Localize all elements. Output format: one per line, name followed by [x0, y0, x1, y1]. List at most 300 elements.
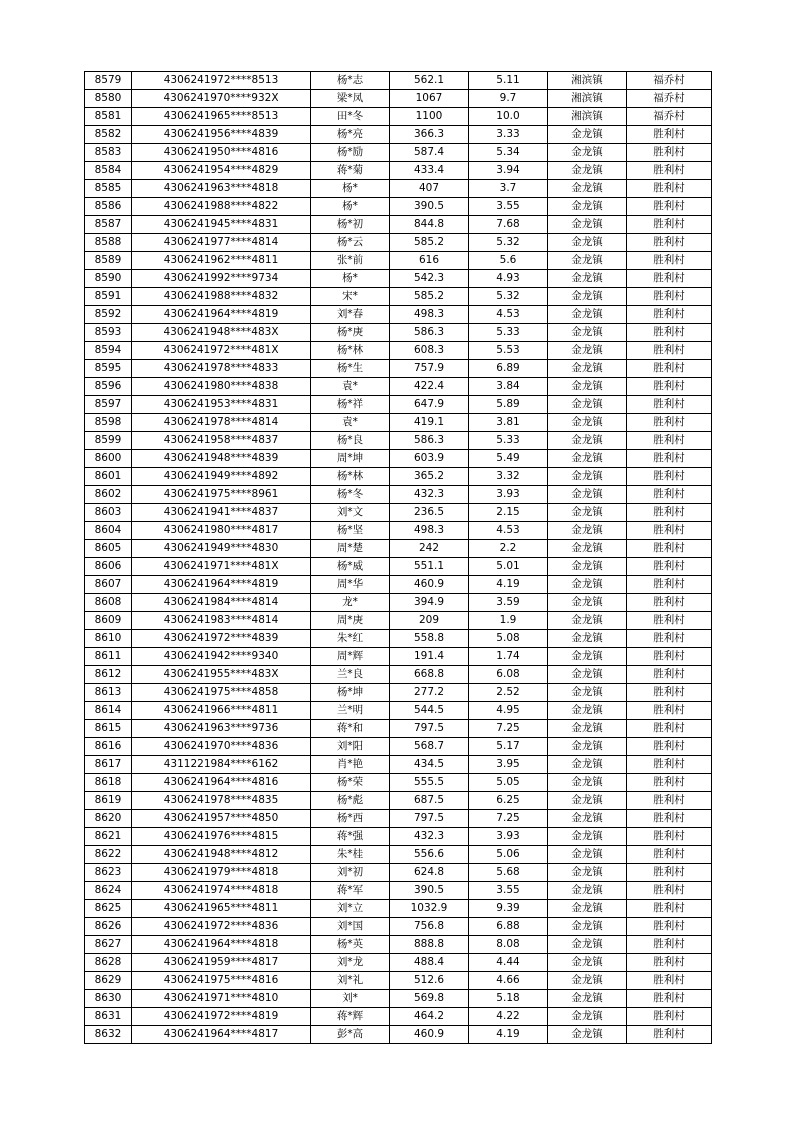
cell-row-number: 8580: [85, 90, 132, 108]
cell-town: 金龙镇: [548, 324, 627, 342]
cell-area: 2.52: [469, 684, 548, 702]
cell-village: 胜利村: [627, 306, 712, 324]
cell-area: 3.95: [469, 756, 548, 774]
cell-amount: 585.2: [390, 234, 469, 252]
cell-name: 杨*初: [311, 216, 390, 234]
cell-town: 金龙镇: [548, 360, 627, 378]
cell-amount: 797.5: [390, 720, 469, 738]
cell-amount: 236.5: [390, 504, 469, 522]
cell-area: 3.55: [469, 882, 548, 900]
cell-row-number: 8632: [85, 1026, 132, 1044]
cell-amount: 1100: [390, 108, 469, 126]
cell-town: 金龙镇: [548, 954, 627, 972]
cell-id-number: 4306241971****4810: [132, 990, 311, 1008]
table-row: [85, 882, 712, 900]
cell-town: 金龙镇: [548, 756, 627, 774]
cell-amount: 844.8: [390, 216, 469, 234]
cell-town: 金龙镇: [548, 432, 627, 450]
cell-amount: 558.8: [390, 630, 469, 648]
cell-name: 杨*庚: [311, 324, 390, 342]
cell-village: 胜利村: [627, 756, 712, 774]
cell-amount: 209: [390, 612, 469, 630]
cell-row-number: 8581: [85, 108, 132, 126]
cell-area: 6.08: [469, 666, 548, 684]
table-row: [85, 108, 712, 126]
cell-name: 刘*立: [311, 900, 390, 918]
cell-row-number: 8589: [85, 252, 132, 270]
table-row: [85, 702, 712, 720]
cell-row-number: 8584: [85, 162, 132, 180]
cell-village: 胜利村: [627, 1008, 712, 1026]
cell-amount: 433.4: [390, 162, 469, 180]
cell-id-number: 4306241983****4814: [132, 612, 311, 630]
cell-village: 福乔村: [627, 72, 712, 90]
cell-town: 金龙镇: [548, 234, 627, 252]
table-row: [85, 738, 712, 756]
cell-area: 3.32: [469, 468, 548, 486]
cell-town: 湘滨镇: [548, 72, 627, 90]
cell-village: 胜利村: [627, 666, 712, 684]
table-row: [85, 162, 712, 180]
cell-town: 金龙镇: [548, 774, 627, 792]
cell-area: 4.53: [469, 522, 548, 540]
cell-area: 4.19: [469, 576, 548, 594]
cell-id-number: 4306241977****4814: [132, 234, 311, 252]
cell-amount: 616: [390, 252, 469, 270]
cell-row-number: 8616: [85, 738, 132, 756]
cell-name: 杨*良: [311, 432, 390, 450]
cell-row-number: 8583: [85, 144, 132, 162]
cell-id-number: 4306241980****4817: [132, 522, 311, 540]
cell-row-number: 8586: [85, 198, 132, 216]
cell-area: 5.11: [469, 72, 548, 90]
cell-amount: 668.8: [390, 666, 469, 684]
cell-id-number: 4306241942****9340: [132, 648, 311, 666]
cell-name: 杨*亮: [311, 126, 390, 144]
cell-name: 杨*西: [311, 810, 390, 828]
cell-id-number: 4306241948****483X: [132, 324, 311, 342]
table-row: [85, 540, 712, 558]
cell-area: 3.84: [469, 378, 548, 396]
cell-area: 5.89: [469, 396, 548, 414]
table-row: [85, 972, 712, 990]
cell-name: 杨*威: [311, 558, 390, 576]
cell-id-number: 4306241954****4829: [132, 162, 311, 180]
cell-row-number: 8600: [85, 450, 132, 468]
cell-row-number: 8603: [85, 504, 132, 522]
cell-id-number: 4306241965****4811: [132, 900, 311, 918]
cell-row-number: 8597: [85, 396, 132, 414]
cell-town: 金龙镇: [548, 1008, 627, 1026]
cell-amount: 569.8: [390, 990, 469, 1008]
cell-area: 10.0: [469, 108, 548, 126]
cell-amount: 366.3: [390, 126, 469, 144]
cell-name: 杨*林: [311, 468, 390, 486]
cell-town: 湘滨镇: [548, 90, 627, 108]
cell-amount: 542.3: [390, 270, 469, 288]
cell-row-number: 8611: [85, 648, 132, 666]
cell-area: 1.74: [469, 648, 548, 666]
cell-name: 杨*彪: [311, 792, 390, 810]
cell-name: 杨*英: [311, 936, 390, 954]
cell-amount: 608.3: [390, 342, 469, 360]
cell-village: 胜利村: [627, 360, 712, 378]
cell-town: 金龙镇: [548, 486, 627, 504]
cell-row-number: 8592: [85, 306, 132, 324]
cell-id-number: 4306241972****481X: [132, 342, 311, 360]
cell-id-number: 4306241964****4818: [132, 936, 311, 954]
cell-name: 杨*: [311, 270, 390, 288]
cell-amount: 586.3: [390, 324, 469, 342]
cell-town: 金龙镇: [548, 306, 627, 324]
cell-area: 4.93: [469, 270, 548, 288]
table-row: [85, 396, 712, 414]
table-row: [85, 342, 712, 360]
cell-amount: 464.2: [390, 1008, 469, 1026]
cell-row-number: 8619: [85, 792, 132, 810]
cell-town: 金龙镇: [548, 180, 627, 198]
cell-row-number: 8622: [85, 846, 132, 864]
cell-area: 8.08: [469, 936, 548, 954]
cell-row-number: 8629: [85, 972, 132, 990]
cell-town: 金龙镇: [548, 270, 627, 288]
cell-id-number: 4306241964****4819: [132, 576, 311, 594]
cell-village: 胜利村: [627, 738, 712, 756]
cell-name: 龙*: [311, 594, 390, 612]
cell-id-number: 4306241978****4835: [132, 792, 311, 810]
cell-area: 5.32: [469, 288, 548, 306]
cell-village: 胜利村: [627, 540, 712, 558]
cell-row-number: 8585: [85, 180, 132, 198]
cell-name: 杨*坤: [311, 684, 390, 702]
cell-row-number: 8598: [85, 414, 132, 432]
cell-amount: 797.5: [390, 810, 469, 828]
cell-id-number: 4306241964****4816: [132, 774, 311, 792]
cell-village: 胜利村: [627, 918, 712, 936]
cell-area: 5.08: [469, 630, 548, 648]
table-row: [85, 774, 712, 792]
cell-id-number: 4306241963****9736: [132, 720, 311, 738]
cell-name: 刘*国: [311, 918, 390, 936]
cell-row-number: 8614: [85, 702, 132, 720]
cell-area: 5.05: [469, 774, 548, 792]
table-row: [85, 270, 712, 288]
cell-town: 金龙镇: [548, 504, 627, 522]
table-row: [85, 90, 712, 108]
cell-row-number: 8593: [85, 324, 132, 342]
cell-name: 刘*礼: [311, 972, 390, 990]
data-table: [84, 71, 712, 1044]
cell-area: 6.25: [469, 792, 548, 810]
cell-area: 9.39: [469, 900, 548, 918]
cell-town: 金龙镇: [548, 684, 627, 702]
cell-id-number: 4306241979****4818: [132, 864, 311, 882]
cell-town: 金龙镇: [548, 252, 627, 270]
cell-id-number: 4306241966****4811: [132, 702, 311, 720]
cell-town: 金龙镇: [548, 738, 627, 756]
cell-id-number: 4306241958****4837: [132, 432, 311, 450]
cell-id-number: 4306241980****4838: [132, 378, 311, 396]
cell-row-number: 8599: [85, 432, 132, 450]
cell-row-number: 8620: [85, 810, 132, 828]
cell-amount: 434.5: [390, 756, 469, 774]
cell-row-number: 8596: [85, 378, 132, 396]
cell-amount: 647.9: [390, 396, 469, 414]
cell-amount: 585.2: [390, 288, 469, 306]
cell-village: 胜利村: [627, 198, 712, 216]
cell-row-number: 8582: [85, 126, 132, 144]
cell-id-number: 4306241971****481X: [132, 558, 311, 576]
table-row: [85, 1026, 712, 1044]
table-row: [85, 450, 712, 468]
cell-row-number: 8621: [85, 828, 132, 846]
cell-id-number: 4306241950****4816: [132, 144, 311, 162]
cell-amount: 365.2: [390, 468, 469, 486]
cell-amount: 544.5: [390, 702, 469, 720]
cell-area: 3.93: [469, 828, 548, 846]
cell-amount: 756.8: [390, 918, 469, 936]
cell-village: 胜利村: [627, 990, 712, 1008]
table-row: [85, 432, 712, 450]
cell-village: 胜利村: [627, 594, 712, 612]
cell-village: 胜利村: [627, 612, 712, 630]
cell-area: 3.81: [469, 414, 548, 432]
cell-area: 5.34: [469, 144, 548, 162]
cell-village: 胜利村: [627, 900, 712, 918]
cell-id-number: 4306241964****4819: [132, 306, 311, 324]
cell-id-number: 4306241970****4836: [132, 738, 311, 756]
cell-area: 3.94: [469, 162, 548, 180]
cell-row-number: 8617: [85, 756, 132, 774]
table-row: [85, 666, 712, 684]
cell-town: 金龙镇: [548, 828, 627, 846]
cell-village: 胜利村: [627, 774, 712, 792]
cell-id-number: 4306241972****4839: [132, 630, 311, 648]
table-row: [85, 1008, 712, 1026]
cell-village: 胜利村: [627, 864, 712, 882]
cell-name: 杨*林: [311, 342, 390, 360]
cell-row-number: 8595: [85, 360, 132, 378]
cell-area: 5.33: [469, 324, 548, 342]
table-row: [85, 576, 712, 594]
cell-name: 杨*云: [311, 234, 390, 252]
table-row: [85, 864, 712, 882]
cell-village: 福乔村: [627, 90, 712, 108]
cell-village: 胜利村: [627, 882, 712, 900]
cell-area: 4.44: [469, 954, 548, 972]
cell-village: 胜利村: [627, 342, 712, 360]
cell-village: 胜利村: [627, 324, 712, 342]
table-row: [85, 234, 712, 252]
cell-area: 3.55: [469, 198, 548, 216]
cell-area: 4.53: [469, 306, 548, 324]
cell-village: 胜利村: [627, 162, 712, 180]
cell-town: 金龙镇: [548, 846, 627, 864]
cell-village: 胜利村: [627, 558, 712, 576]
cell-name: 蒋*和: [311, 720, 390, 738]
cell-row-number: 8604: [85, 522, 132, 540]
cell-village: 胜利村: [627, 216, 712, 234]
cell-area: 5.01: [469, 558, 548, 576]
cell-id-number: 4306241992****9734: [132, 270, 311, 288]
cell-name: 兰*明: [311, 702, 390, 720]
cell-amount: 888.8: [390, 936, 469, 954]
cell-id-number: 4306241963****4818: [132, 180, 311, 198]
cell-amount: 390.5: [390, 198, 469, 216]
cell-id-number: 4306241976****4815: [132, 828, 311, 846]
cell-town: 金龙镇: [548, 594, 627, 612]
cell-name: 彭*高: [311, 1026, 390, 1044]
cell-area: 4.66: [469, 972, 548, 990]
cell-village: 胜利村: [627, 288, 712, 306]
cell-amount: 512.6: [390, 972, 469, 990]
table-row: [85, 144, 712, 162]
cell-area: 4.95: [469, 702, 548, 720]
cell-name: 朱*红: [311, 630, 390, 648]
cell-village: 胜利村: [627, 144, 712, 162]
cell-town: 金龙镇: [548, 522, 627, 540]
cell-amount: 587.4: [390, 144, 469, 162]
cell-amount: 498.3: [390, 306, 469, 324]
cell-name: 蒋*强: [311, 828, 390, 846]
table-row: [85, 648, 712, 666]
cell-name: 杨*荣: [311, 774, 390, 792]
cell-village: 胜利村: [627, 126, 712, 144]
cell-area: 5.6: [469, 252, 548, 270]
cell-name: 杨*: [311, 180, 390, 198]
cell-town: 金龙镇: [548, 378, 627, 396]
cell-amount: 498.3: [390, 522, 469, 540]
cell-id-number: 4311221984****6162: [132, 756, 311, 774]
table-row: [85, 486, 712, 504]
cell-row-number: 8609: [85, 612, 132, 630]
cell-row-number: 8618: [85, 774, 132, 792]
cell-town: 金龙镇: [548, 702, 627, 720]
cell-village: 胜利村: [627, 684, 712, 702]
cell-town: 湘滨镇: [548, 108, 627, 126]
cell-name: 田*冬: [311, 108, 390, 126]
cell-row-number: 8626: [85, 918, 132, 936]
cell-name: 袁*: [311, 378, 390, 396]
table-row: [85, 126, 712, 144]
cell-town: 金龙镇: [548, 468, 627, 486]
cell-row-number: 8591: [85, 288, 132, 306]
cell-name: 杨*励: [311, 144, 390, 162]
cell-area: 5.17: [469, 738, 548, 756]
table-row: [85, 612, 712, 630]
cell-town: 金龙镇: [548, 198, 627, 216]
cell-town: 金龙镇: [548, 1026, 627, 1044]
cell-row-number: 8628: [85, 954, 132, 972]
cell-amount: 432.3: [390, 486, 469, 504]
table-row: [85, 504, 712, 522]
cell-area: 5.68: [469, 864, 548, 882]
cell-amount: 687.5: [390, 792, 469, 810]
cell-row-number: 8627: [85, 936, 132, 954]
cell-id-number: 4306241948****4839: [132, 450, 311, 468]
cell-row-number: 8631: [85, 1008, 132, 1026]
cell-amount: 488.4: [390, 954, 469, 972]
cell-id-number: 4306241978****4814: [132, 414, 311, 432]
cell-name: 刘*: [311, 990, 390, 1008]
cell-name: 杨*祥: [311, 396, 390, 414]
cell-area: 3.33: [469, 126, 548, 144]
cell-area: 7.25: [469, 720, 548, 738]
cell-village: 胜利村: [627, 576, 712, 594]
cell-name: 周*华: [311, 576, 390, 594]
cell-amount: 242: [390, 540, 469, 558]
cell-town: 金龙镇: [548, 576, 627, 594]
cell-area: 5.32: [469, 234, 548, 252]
cell-village: 胜利村: [627, 720, 712, 738]
table-row: [85, 918, 712, 936]
cell-town: 金龙镇: [548, 666, 627, 684]
table-row: [85, 846, 712, 864]
cell-name: 杨*冬: [311, 486, 390, 504]
cell-town: 金龙镇: [548, 216, 627, 234]
cell-area: 7.68: [469, 216, 548, 234]
cell-row-number: 8579: [85, 72, 132, 90]
cell-row-number: 8624: [85, 882, 132, 900]
cell-name: 杨*生: [311, 360, 390, 378]
table-row: [85, 198, 712, 216]
cell-amount: 191.4: [390, 648, 469, 666]
table-row: [85, 630, 712, 648]
cell-town: 金龙镇: [548, 540, 627, 558]
cell-village: 胜利村: [627, 396, 712, 414]
table-row: [85, 720, 712, 738]
table-row: [85, 810, 712, 828]
cell-row-number: 8623: [85, 864, 132, 882]
cell-town: 金龙镇: [548, 126, 627, 144]
table-row: [85, 684, 712, 702]
cell-amount: 555.5: [390, 774, 469, 792]
cell-village: 胜利村: [627, 234, 712, 252]
table-row: [85, 378, 712, 396]
cell-village: 胜利村: [627, 378, 712, 396]
cell-row-number: 8602: [85, 486, 132, 504]
cell-row-number: 8607: [85, 576, 132, 594]
cell-id-number: 4306241955****483X: [132, 666, 311, 684]
cell-area: 5.49: [469, 450, 548, 468]
cell-area: 9.7: [469, 90, 548, 108]
cell-village: 胜利村: [627, 936, 712, 954]
cell-amount: 394.9: [390, 594, 469, 612]
cell-id-number: 4306241974****4818: [132, 882, 311, 900]
cell-area: 5.18: [469, 990, 548, 1008]
table-row: [85, 990, 712, 1008]
cell-name: 梁*凤: [311, 90, 390, 108]
cell-amount: 460.9: [390, 1026, 469, 1044]
table-row: [85, 306, 712, 324]
cell-village: 胜利村: [627, 522, 712, 540]
cell-row-number: 8605: [85, 540, 132, 558]
cell-town: 金龙镇: [548, 162, 627, 180]
cell-row-number: 8590: [85, 270, 132, 288]
cell-id-number: 4306241965****8513: [132, 108, 311, 126]
cell-row-number: 8601: [85, 468, 132, 486]
cell-area: 3.59: [469, 594, 548, 612]
cell-village: 胜利村: [627, 468, 712, 486]
cell-id-number: 4306241988****4822: [132, 198, 311, 216]
cell-id-number: 4306241957****4850: [132, 810, 311, 828]
cell-row-number: 8606: [85, 558, 132, 576]
cell-town: 金龙镇: [548, 630, 627, 648]
cell-village: 胜利村: [627, 954, 712, 972]
table-row: [85, 522, 712, 540]
cell-village: 胜利村: [627, 828, 712, 846]
cell-village: 胜利村: [627, 486, 712, 504]
